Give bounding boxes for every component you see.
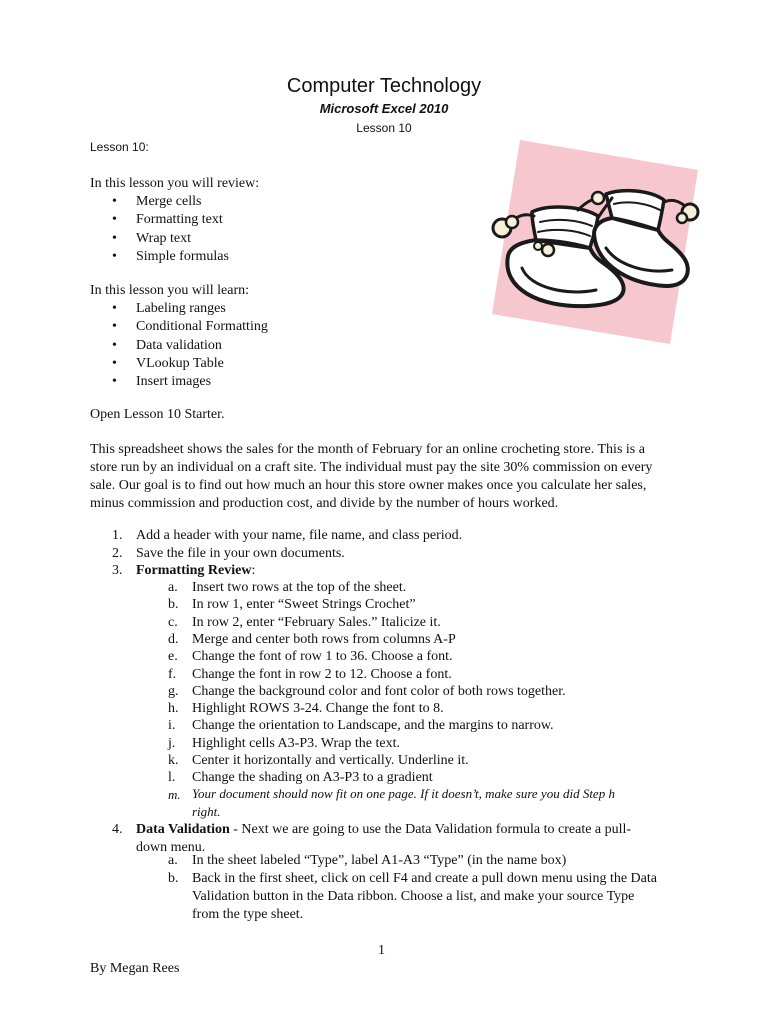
step-heading-title: Formatting Review	[136, 563, 252, 578]
substep-letter: g.	[168, 683, 179, 699]
step-number: 4.	[112, 822, 123, 837]
list-item: • Wrap text	[90, 230, 229, 248]
substep-text: Change the font in row 2 to 12. Choose a font.	[192, 666, 452, 682]
substep-letter: h.	[168, 701, 179, 717]
step-text: Add a header with your name, file name, and class period.	[136, 528, 463, 543]
substep-text: Change the background color and font color of both rows together.	[192, 683, 566, 699]
list-item: • Labeling ranges	[90, 300, 268, 318]
substep-text: Merge and center both rows from columns A-P	[192, 631, 456, 647]
list-item: • Simple formulas	[90, 248, 229, 266]
substep-letter: l.	[168, 770, 176, 786]
substep-text: Highlight ROWS 3-24. Change the font to 8.	[192, 701, 444, 717]
step-number: 1.	[112, 528, 123, 543]
description-line: This spreadsheet shows the sales for the month of February for an online crocheting store. This is a	[90, 442, 645, 457]
substep-text: Change the shading on A3-P3 to a gradient	[192, 770, 433, 786]
description-paragraph	[90, 441, 674, 513]
substep-text: Center it horizontally and vertically. Underline it.	[192, 753, 469, 768]
substep-line: from the type sheet.	[192, 907, 304, 922]
list-item: • Merge cells	[90, 193, 229, 211]
lesson-number: Lesson 10	[356, 121, 412, 135]
description-line: minus commission and production cost, and divide by the number of hours worked.	[90, 496, 559, 511]
substep-letter: k.	[168, 753, 179, 768]
substep-letter: i.	[168, 718, 176, 734]
substep-text: Change the font of row 1 to 36. Choose a font.	[192, 649, 453, 665]
page-title: Computer Technology	[286, 75, 482, 97]
substep-line: Back in the first sheet, click on cell F4 and create a pull down menu using the Data	[192, 871, 657, 886]
substep-line: Your document should now fit on one page. If it doesn’t, make sure you did Step h	[192, 786, 615, 801]
substep-letter: e.	[168, 649, 178, 665]
step-heading-colon: :	[251, 563, 256, 578]
substep-text: In row 1, enter “Sweet Strings Crochet”	[192, 597, 416, 613]
review-list	[90, 193, 229, 266]
learn-intro: In this lesson you will learn:	[90, 283, 250, 298]
substep-text	[192, 870, 676, 924]
substep-letter: a.	[168, 580, 178, 595]
substep-text: Highlight cells A3-P3. Wrap the text.	[192, 735, 400, 751]
substep-text: Change the orientation to Landscape, and the margins to narrow.	[192, 718, 554, 734]
description-line: sale. Our goal is to find out how much an hour this store owner makes once you calculate her sales,	[90, 478, 647, 493]
substep-letter: j.	[168, 735, 176, 751]
substep-letter: d.	[168, 631, 179, 647]
step-heading-title: Data Validation	[136, 822, 230, 837]
description-line: store run by an individual on a craft site. The individual must pay the site 30% commission on every	[90, 460, 653, 475]
substep-letter: b.	[168, 597, 179, 613]
step-number: 2.	[112, 546, 123, 561]
substep-letter: a.	[168, 853, 178, 868]
list-item: • Formatting text	[90, 211, 229, 229]
substep-text: Insert two rows at the top of the sheet.	[192, 580, 407, 595]
step-heading	[136, 562, 676, 580]
substep-letter: m.	[168, 787, 181, 802]
list-item: • Data validation	[90, 337, 268, 355]
lesson-label: Lesson 10:	[90, 140, 149, 154]
review-intro: In this lesson you will review:	[90, 176, 260, 191]
footer-author: By Megan Rees	[90, 961, 180, 976]
learn-list	[90, 300, 268, 391]
page-number: 1	[378, 943, 385, 958]
list-item: • VLookup Table	[90, 355, 268, 373]
substep-text: In the sheet labeled “Type”, label A1-A3 “Type” (in the name box)	[192, 853, 567, 868]
substep-letter: c.	[168, 614, 178, 630]
list-item: • Conditional Formatting	[90, 318, 268, 336]
step-heading-text: - Next we are going to use the Data Validation formula to create a pull-	[229, 822, 632, 837]
list-item: • Insert images	[90, 373, 268, 391]
open-instruction: Open Lesson 10 Starter.	[90, 407, 225, 422]
baby-booties-clipart-icon	[478, 138, 700, 346]
substep-line: Validation button in the Data ribbon. Choose a list, and make your source Type	[192, 889, 635, 904]
substep-letter: f.	[168, 666, 177, 682]
page-subtitle: Microsoft Excel 2010	[319, 101, 449, 116]
step-text: Save the file in your own documents.	[136, 546, 345, 561]
step-heading-text: down menu.	[136, 840, 206, 855]
step-number: 3.	[112, 563, 123, 578]
substep-letter: b.	[168, 871, 179, 886]
substep-text: In row 2, enter “February Sales.” Italicize it.	[192, 614, 441, 630]
substep-text	[192, 785, 676, 821]
substep-line: right.	[192, 804, 221, 819]
